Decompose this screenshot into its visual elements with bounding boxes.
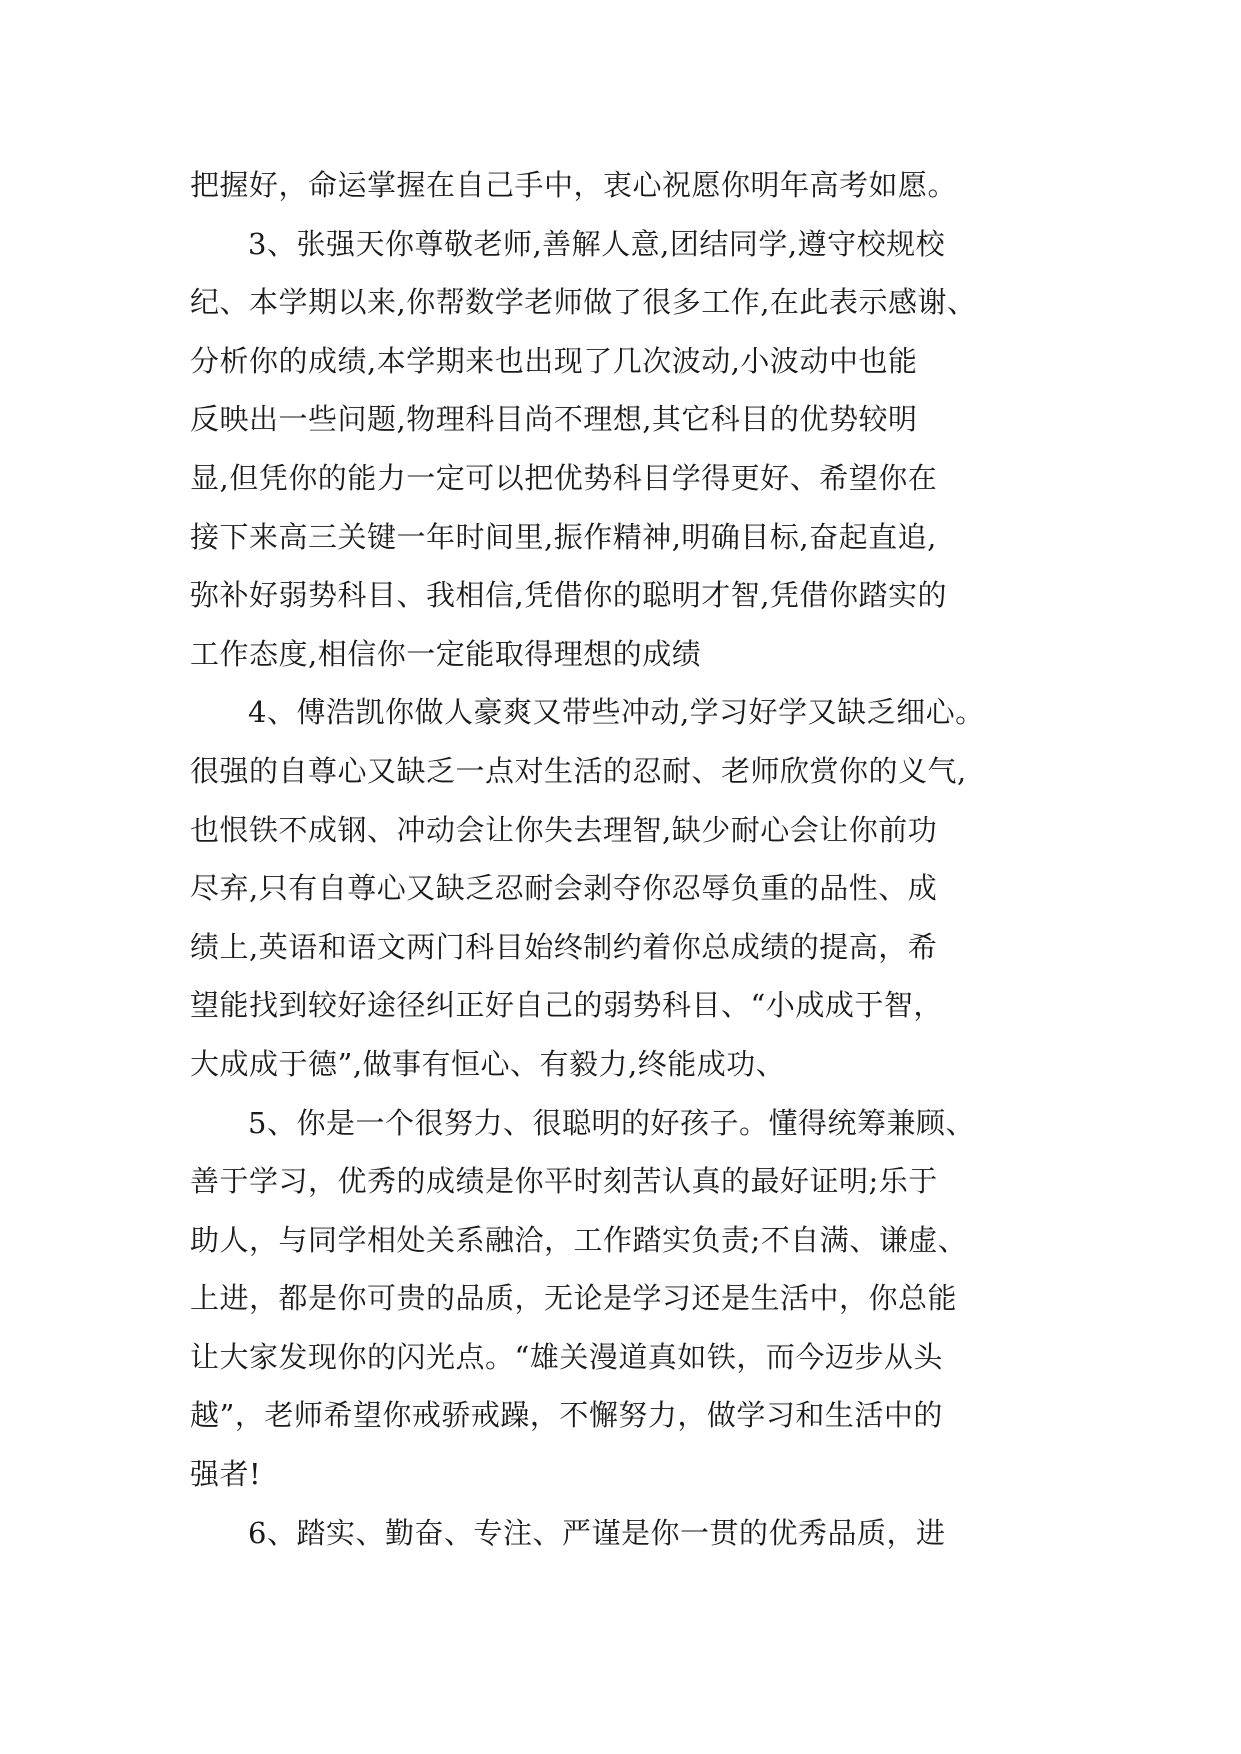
document-body — [190, 156, 1090, 1562]
text-line: 弥补好弱势科目、我相信,凭借你的聪明才智,凭借你踏实的 — [190, 578, 947, 613]
text-line: 望能找到较好途径纠正好自己的弱势科目、“小成成于智， — [190, 988, 943, 1023]
text-line: 分析你的成绩,本学期来也出现了几次波动,小波动中也能 — [190, 343, 918, 378]
text-line: 6、踏实、勤奋、专注、严谨是你一贯的优秀品质，进 — [248, 1515, 946, 1550]
text-line: 把握好，命运掌握在自己手中，衷心祝愿你明年高考如愿。 — [190, 168, 958, 202]
text-line: 5、你是一个很努力、很聪明的好孩子。懂得统筹兼顾、 — [248, 1105, 975, 1140]
text-line: 大成成于德”,做事有恒心、有毅力,终能成功、 — [190, 1046, 786, 1081]
text-line: 助人，与同学相处关系融洽，工作踏实负责;不自满、谦虚、 — [190, 1222, 968, 1257]
text-line: 接下来高三关键一年时间里,振作精神,明确目标,奋起直追, — [190, 519, 937, 554]
text-line: 也恨铁不成钢、冲动会让你失去理智,缺少耐心会让你前功 — [190, 812, 938, 847]
text-line: 4、傅浩凯你做人豪爽又带些冲动,学习好学又缺乏细心。 — [248, 695, 985, 730]
text-line: 反映出一些问题,物理科目尚不理想,其它科目的优势较明 — [190, 402, 918, 437]
text-line: 纪、本学期以来,你帮数学老师做了很多工作,在此表示感谢、 — [190, 285, 977, 320]
text-line: 强者! — [190, 1457, 262, 1492]
text-line: 善于学习，优秀的成绩是你平时刻苦认真的最好证明;乐于 — [190, 1164, 938, 1199]
text-line: 显,但凭你的能力一定可以把优势科目学得更好、希望你在 — [190, 460, 938, 495]
text-line: 让大家发现你的闪光点。“雄关漫道真如铁，而今迈步从头 — [190, 1339, 943, 1374]
text-line: 尽弃,只有自尊心又缺乏忍耐会剥夺你忍辱负重的品性、成 — [190, 871, 938, 906]
text-line: 很强的自尊心又缺乏一点对生活的忍耐、老师欣赏你的义气, — [190, 753, 967, 788]
text-line: 工作态度,相信你一定能取得理想的成绩 — [190, 636, 702, 671]
text-line: 3、张强天你尊敬老师,善解人意,团结同学,遵守校规校 — [248, 226, 946, 261]
text-line: 越”，老师希望你戒骄戒躁，不懈努力，做学习和生活中的 — [190, 1398, 943, 1433]
text-line: 上进，都是你可贵的品质，无论是学习还是生活中，你总能 — [190, 1281, 958, 1316]
text-line: 绩上,英语和语文两门科目始终制约着你总成绩的提高，希 — [190, 929, 938, 964]
